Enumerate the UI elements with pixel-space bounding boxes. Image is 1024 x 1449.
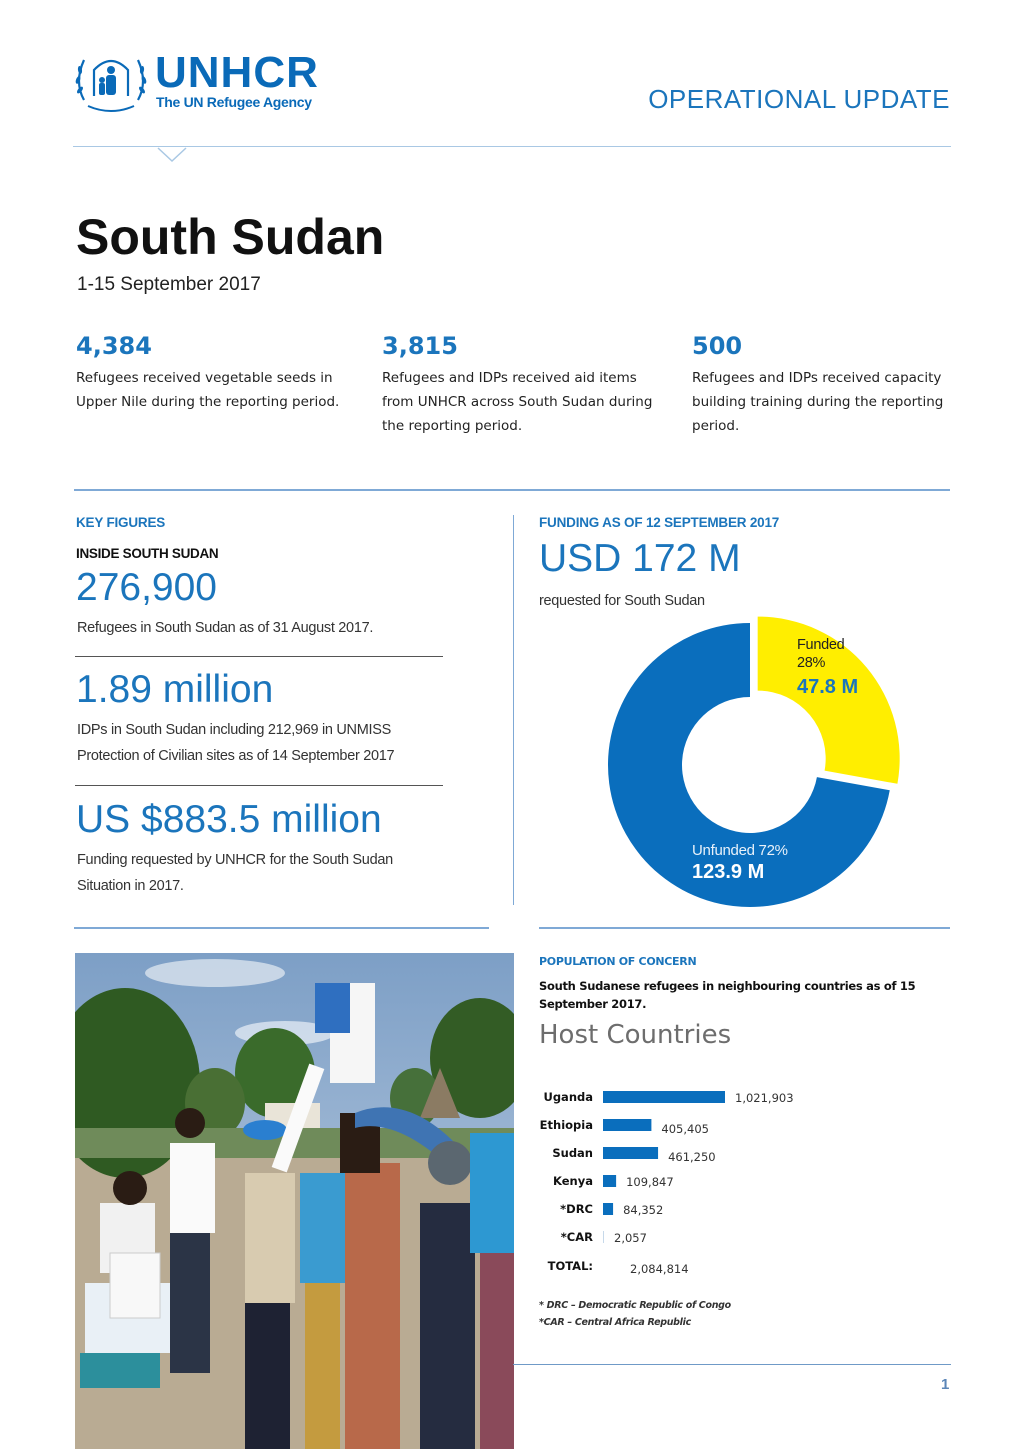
unfunded-label: Unfunded 72% bbox=[692, 842, 788, 859]
bar-drc bbox=[603, 1203, 613, 1215]
column-divider bbox=[513, 515, 514, 905]
highlight-value: 500 bbox=[692, 332, 743, 360]
unhcr-emblem-icon bbox=[72, 50, 150, 114]
distribution-photo bbox=[75, 953, 514, 1449]
document-type: OPERATIONAL UPDATE bbox=[648, 84, 950, 114]
host-countries-bar-chart bbox=[535, 1085, 835, 1285]
key-figure-value: 276,900 bbox=[76, 566, 217, 609]
bar-value-label: 84,352 bbox=[623, 1203, 664, 1217]
highlight-value: 3,815 bbox=[382, 332, 458, 360]
section-divider-left bbox=[74, 927, 489, 929]
bar-uganda bbox=[603, 1091, 725, 1103]
highlight-1 bbox=[76, 332, 356, 414]
bar-category-label: Sudan bbox=[552, 1146, 593, 1160]
bar-value-label: 1,021,903 bbox=[735, 1091, 794, 1105]
highlight-text: Refugees and IDPs received capacity building training during the reporting period. bbox=[692, 370, 944, 434]
bar-category-label: *DRC bbox=[560, 1202, 593, 1216]
total-value: 2,084,814 bbox=[630, 1262, 689, 1276]
host-countries-title: Host Countries bbox=[539, 1020, 732, 1050]
footnote-car: *CAR – Central Africa Republic bbox=[539, 1317, 691, 1328]
key-figure-divider bbox=[75, 785, 443, 786]
key-figures-heading: KEY FIGURES bbox=[76, 515, 166, 530]
key-figure-value: US $883.5 million bbox=[76, 798, 382, 841]
funding-caption: requested for South Sudan bbox=[539, 593, 705, 609]
highlight-text: Refugees received vegetable seeds in Upper Nile during the reporting period. bbox=[76, 370, 340, 410]
bar-value-label: 405,405 bbox=[661, 1122, 709, 1136]
footer-divider bbox=[513, 1364, 951, 1365]
key-figure-divider bbox=[75, 656, 443, 657]
highlight-value: 4,384 bbox=[76, 332, 152, 360]
funded-label-text: Funded bbox=[797, 637, 845, 653]
funded-percent: 28% bbox=[797, 655, 826, 671]
chevron-down-icon bbox=[157, 147, 187, 163]
bar-sudan bbox=[603, 1147, 658, 1159]
date-range: 1-15 September 2017 bbox=[77, 274, 261, 295]
bar-car bbox=[603, 1231, 604, 1243]
key-figure-text: Funding requested by UNHCR for the South Sudan Situation in 2017. bbox=[77, 852, 393, 894]
key-figure-text: Refugees in South Sudan as of 31 August 2017. bbox=[77, 620, 374, 636]
funded-label bbox=[797, 636, 844, 672]
page-number: 1 bbox=[941, 1376, 950, 1393]
bar-category-label: Uganda bbox=[543, 1090, 593, 1104]
header-divider bbox=[73, 146, 951, 147]
population-description: South Sudanese refugees in neighbouring countries as of 15 September 2017. bbox=[539, 979, 916, 1011]
bar-kenya bbox=[603, 1175, 616, 1187]
bar-value-label: 2,057 bbox=[614, 1231, 647, 1245]
footnote-drc: * DRC – Democratic Republic of Congo bbox=[539, 1300, 731, 1311]
page-title: South Sudan bbox=[76, 209, 385, 265]
bar-category-label: *CAR bbox=[560, 1230, 593, 1244]
funded-amount: 47.8 M bbox=[797, 676, 859, 698]
key-figures-subheading: INSIDE SOUTH SUDAN bbox=[76, 546, 219, 561]
funding-total: USD 172 M bbox=[539, 537, 741, 580]
logo-wordmark: UNHCR bbox=[155, 48, 319, 97]
key-figure-text: IDPs in South Sudan including 212,969 in UNMISS Protection of Civilian sites as of 14 September 2017 bbox=[77, 722, 395, 764]
highlight-2 bbox=[382, 332, 667, 438]
photo-distribution-scene-icon bbox=[75, 953, 514, 1449]
bar-category-label: Ethiopia bbox=[539, 1118, 593, 1132]
unfunded-amount: 123.9 M bbox=[692, 861, 765, 883]
section-divider bbox=[74, 489, 950, 491]
bar-category-label: Kenya bbox=[553, 1174, 593, 1188]
highlight-text: Refugees and IDPs received aid items from UNHCR across South Sudan during the reporting period. bbox=[382, 370, 653, 434]
bar-value-label: 109,847 bbox=[626, 1175, 674, 1189]
total-label: TOTAL: bbox=[547, 1259, 593, 1273]
key-figure-value: 1.89 million bbox=[76, 668, 274, 711]
bar-value-label: 461,250 bbox=[668, 1150, 716, 1164]
section-divider-right bbox=[539, 927, 950, 929]
population-heading: POPULATION OF CONCERN bbox=[539, 955, 697, 968]
funding-heading: FUNDING AS OF 12 SEPTEMBER 2017 bbox=[539, 515, 780, 530]
highlight-3 bbox=[692, 332, 957, 438]
bar-ethiopia bbox=[603, 1119, 651, 1131]
logo-tagline: The UN Refugee Agency bbox=[156, 94, 312, 110]
